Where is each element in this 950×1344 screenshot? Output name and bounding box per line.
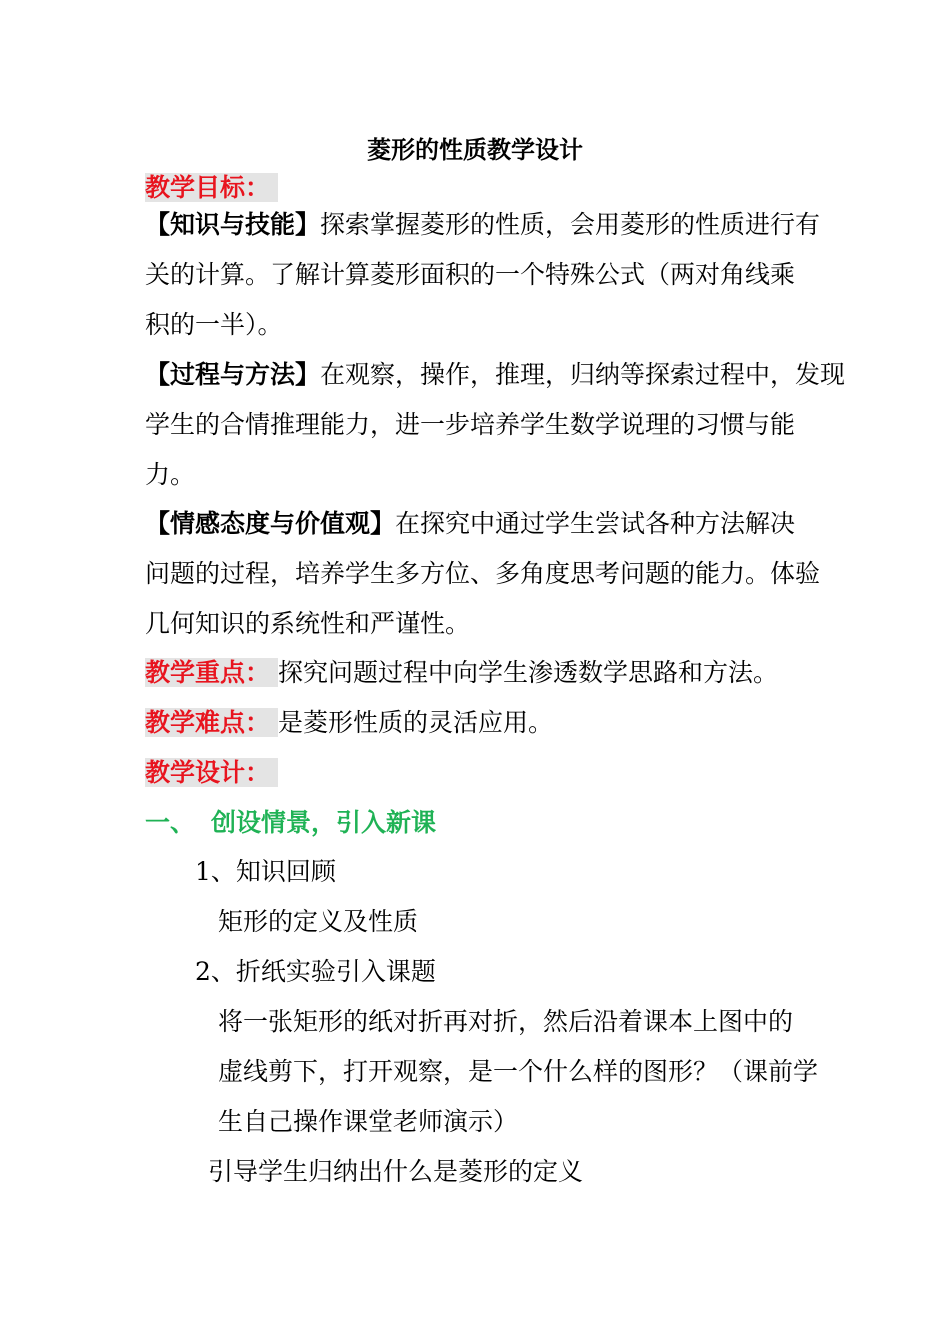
item-2-line-1: 将一张矩形的纸对折再对折，然后沿着课本上图中的 <box>218 1007 794 1036</box>
design-heading <box>145 756 815 790</box>
process-text-1: 在观察，操作，推理，归纳等探索过程中，发现 <box>320 360 846 389</box>
knowledge-line-1 <box>145 208 821 242</box>
process-line-2: 学生的合情推理能力，进一步培养学生数学说理的习惯与能 <box>145 410 796 439</box>
key-point-text: 探究问题过程中向学生渗透数学思路和方法。 <box>278 658 779 687</box>
difficulty-label: 教学难点： <box>145 708 278 737</box>
document-title: 菱形的性质教学设计 <box>367 135 583 164</box>
objectives-heading <box>145 171 815 205</box>
process-line-3: 力。 <box>145 460 196 489</box>
conclusion-text: 引导学生归纳出什么是菱形的定义 <box>208 1157 584 1186</box>
key-point-line <box>145 656 815 690</box>
design-label: 教学设计： <box>145 758 278 787</box>
knowledge-line-2: 关的计算。了解计算菱形面积的一个特殊公式（两对角线乘 <box>145 260 796 289</box>
knowledge-line-3: 积的一半）。 <box>145 310 283 339</box>
item-2-title: 2、折纸实验引入课题 <box>195 957 436 986</box>
emotion-line-2: 问题的过程，培养学生多方位、多角度思考问题的能力。体验 <box>145 559 821 588</box>
item-2-line-3: 生自己操作课堂老师演示） <box>218 1107 519 1136</box>
key-point-label: 教学重点： <box>145 658 278 687</box>
item-1-title: 1、知识回顾 <box>195 857 336 886</box>
emotion-text-1: 在探究中通过学生尝试各种方法解决 <box>395 509 796 538</box>
difficulty-line <box>145 706 815 740</box>
knowledge-label: 【知识与技能】 <box>145 210 321 239</box>
emotion-line-1 <box>145 507 815 541</box>
section-1-number: 一、 <box>145 808 196 837</box>
item-1-text: 矩形的定义及性质 <box>218 907 419 936</box>
emotion-line-3: 几何知识的系统性和严谨性。 <box>145 609 471 638</box>
item-2-line-2: 虚线剪下，打开观察，是一个什么样的图形？（课前学 <box>218 1057 819 1086</box>
process-line-1 <box>145 358 846 392</box>
section-1-heading <box>145 806 815 840</box>
knowledge-text-1: 探索掌握菱形的性质，会用菱形的性质进行有 <box>320 210 821 239</box>
emotion-label: 【情感态度与价值观】 <box>145 509 396 538</box>
section-1-title: 创设情景，引入新课 <box>211 808 437 837</box>
process-label: 【过程与方法】 <box>145 360 321 389</box>
difficulty-text: 是菱形性质的灵活应用。 <box>278 708 554 737</box>
objectives-label: 教学目标： <box>145 173 278 202</box>
